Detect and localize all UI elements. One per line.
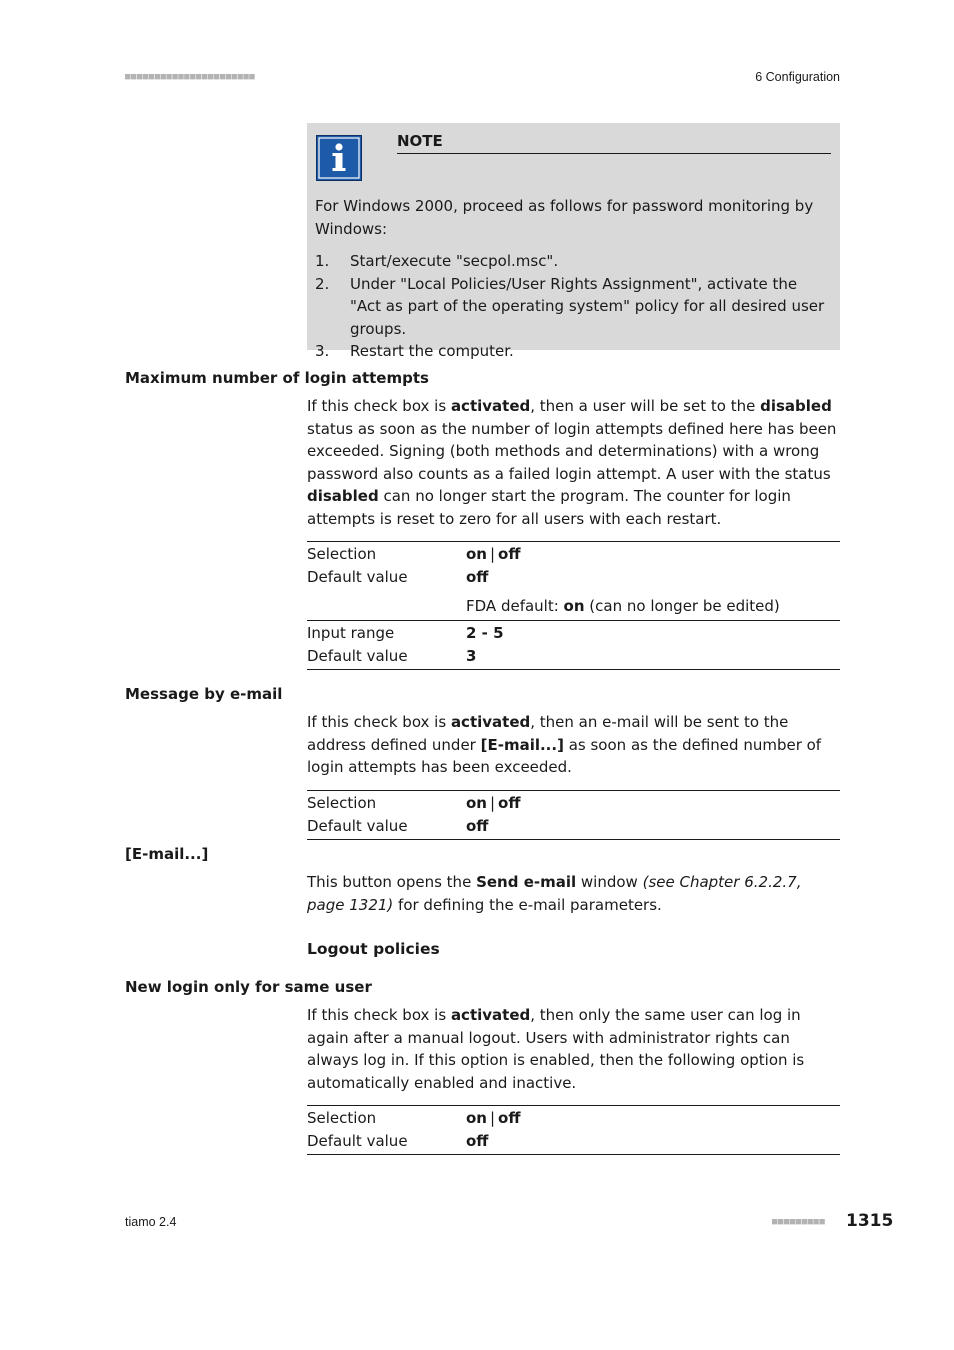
page-number: 1315 xyxy=(846,1211,894,1231)
chapter-title: 6 Configuration xyxy=(755,70,840,84)
email-message-description: If this check box is activated, then an e-mail will be sent to the address defined under [E-mail...] as soon as the defined number of login attempts has been exceeded. xyxy=(307,713,822,776)
max-login-description: If this check box is activated, then a user will be set to the disabled status as soon as the number of login attempts defined here has been exceeded. Signing (both methods and determinations) with a wrong password also counts as a failed login attempt. A user with the status disabled can no longer start the program. The counter for login attempts is reset to zero for all users with each restart. xyxy=(307,397,837,528)
max-login-selection-table: Selection on | off Default value off FDA default: on (can no longer be edited) xyxy=(307,541,840,621)
section-heading-same-user: New login only for same user xyxy=(125,978,372,996)
product-name: tiamo 2.4 xyxy=(125,1215,177,1229)
info-icon xyxy=(316,135,362,181)
section-heading-email-message: Message by e-mail xyxy=(125,685,283,703)
footer-decoration: ■■■■■■■■■ xyxy=(772,1217,826,1227)
section-heading-email-button: [E-mail...] xyxy=(125,845,209,863)
note-intro: For Windows 2000, proceed as follows for password monitoring by Windows: xyxy=(315,197,814,238)
note-steps xyxy=(315,250,830,363)
list-item: 3. Restart the computer. xyxy=(315,342,514,360)
email-button-description: This button opens the Send e-mail window (see Chapter 6.2.2.7, page 1321) for defining the e-mail parameters. xyxy=(307,873,802,914)
section-heading-logout-policies: Logout policies xyxy=(307,940,440,958)
chapter-reference-link[interactable]: (see Chapter 6.2.2.7, page 1321) xyxy=(307,873,802,914)
header-decoration: ■■■■■■■■■■■■■■■■■■■■■■ xyxy=(125,72,256,82)
email-message-table: Selection on | off Default value off xyxy=(307,790,840,840)
note-box xyxy=(307,123,840,360)
section-heading-max-login: Maximum number of login attempts xyxy=(125,369,429,387)
same-user-description: If this check box is activated, then only the same user can log in again after a manual logout. Users with administrator rights can always log in. If this option is enabled, then the following option is automatically enabled and inactive. xyxy=(307,1006,805,1092)
list-item: 1. Start/execute "secpol.msc". xyxy=(315,252,559,270)
note-title: NOTE xyxy=(397,132,831,154)
same-user-table: Selection on | off Default value off xyxy=(307,1105,840,1155)
list-item: 2. Under "Local Policies/User Rights Assignment", activate the "Act as part of the operating system" policy for all desired user groups. xyxy=(315,274,825,338)
max-login-range-table: Input range 2 - 5 Default value 3 xyxy=(307,620,840,670)
